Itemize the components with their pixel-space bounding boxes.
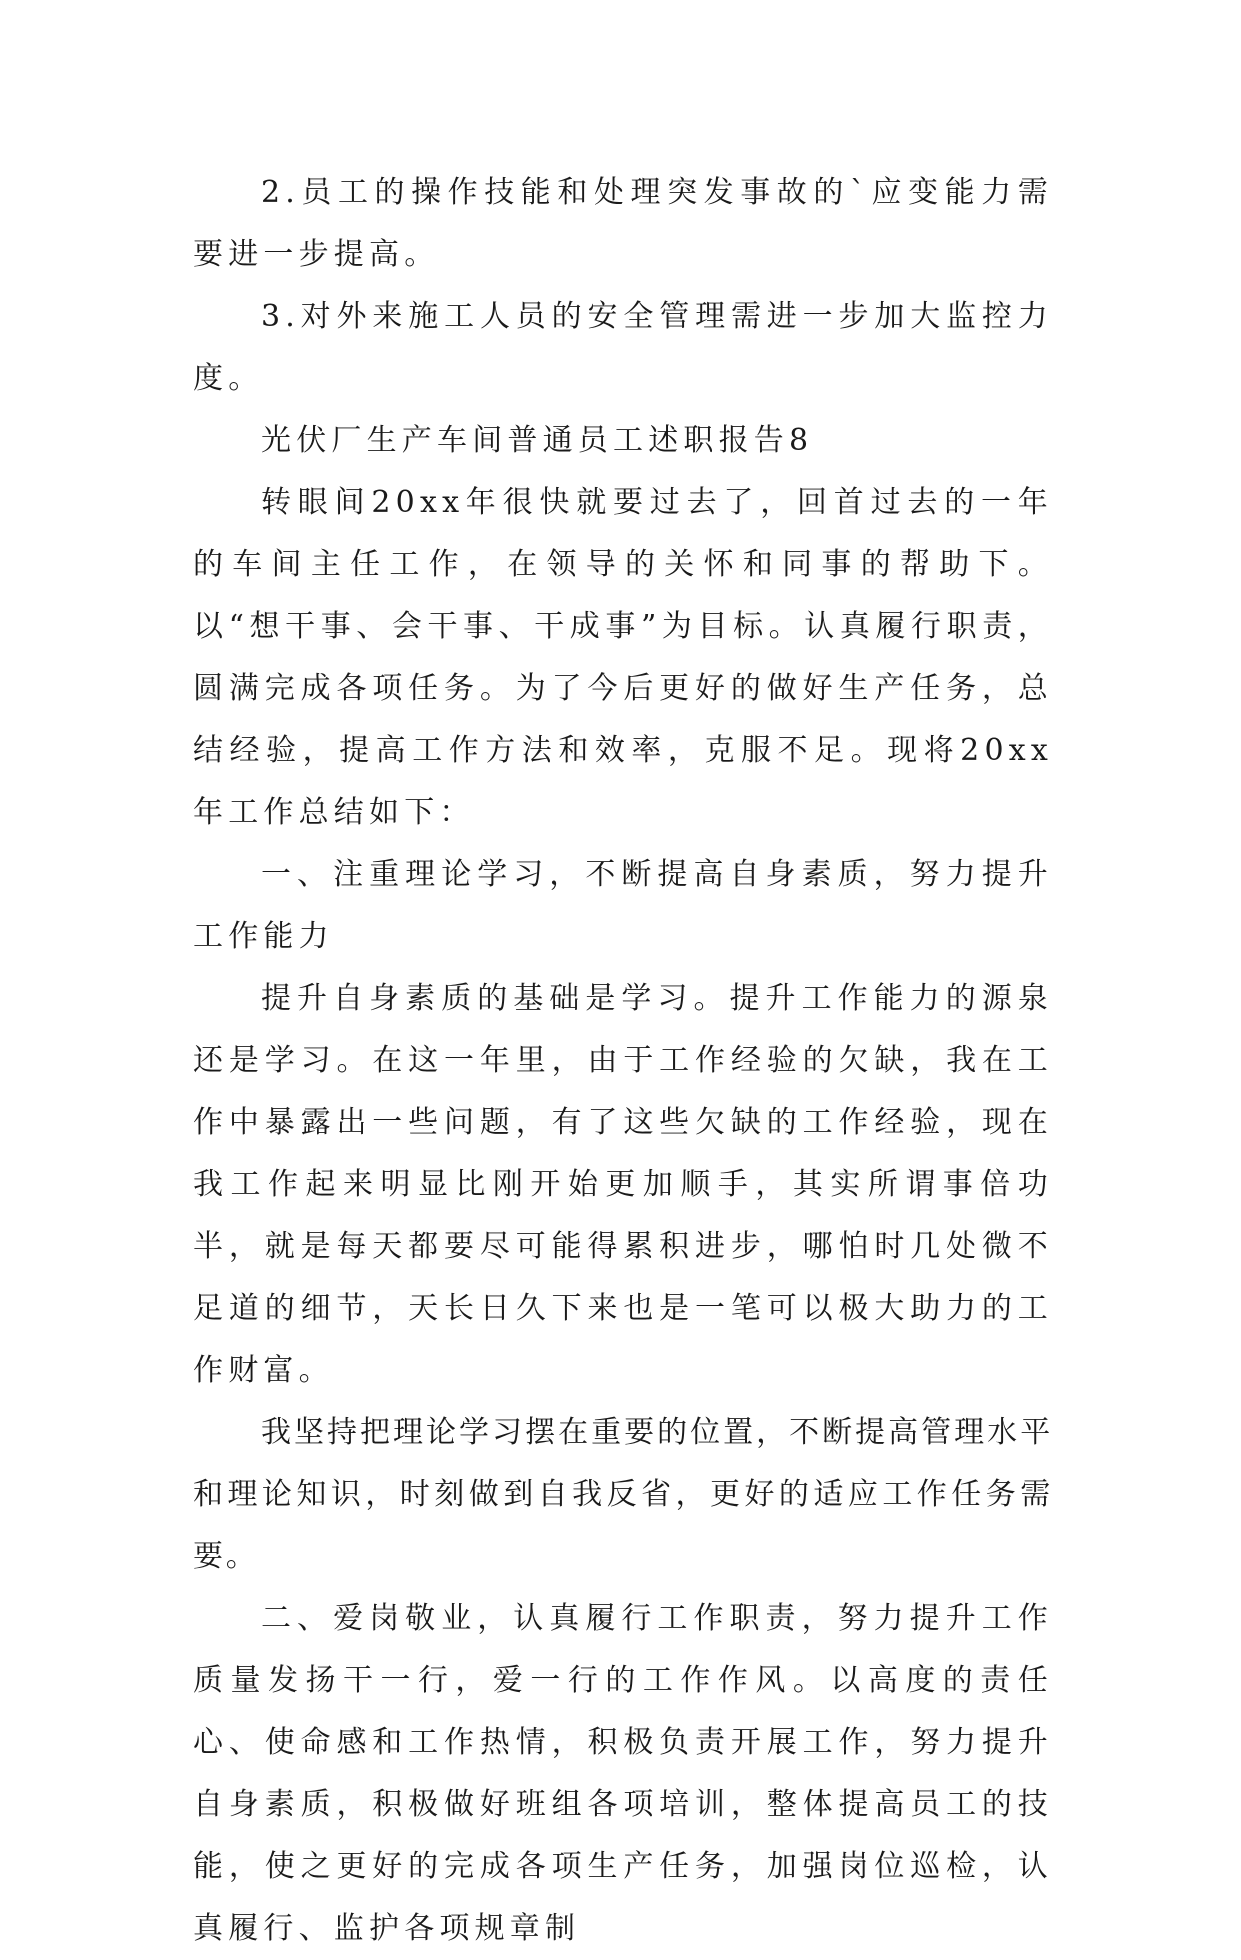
- paragraph-intro: 转眼间20xx年很快就要过去了，回首过去的一年的车间主任工作，在领导的关怀和同事的帮助下。以“想干事、会干事、干成事”为目标。认真履行职责，圆满完成各项任务。为了今后更好的做好生产任务，总结经验，提高工作方法和效率，克服不足。现将20xx年工作总结如下：: [193, 485, 1053, 830]
- section-heading: 光伏厂生产车间普通员工述职报告8: [261, 423, 814, 458]
- subheading-one: 一、注重理论学习，不断提高自身素质，努力提升工作能力: [193, 857, 1053, 954]
- paragraph-item-3: 3.对外来施工人员的安全管理需进一步加大监控力度。: [193, 299, 1053, 396]
- document-body: [193, 162, 1053, 1960]
- subheading-two-paragraph: 二、爱岗敬业，认真履行工作职责，努力提升工作质量发扬干一行，爱一行的工作作风。以高度的责任心、使命感和工作热情，积极负责开展工作，努力提升自身素质，积极做好班组各项培训，整体提高员工的技能，使之更好的完成各项生产任务，加强岗位巡检，认真履行、监护各项规章制: [193, 1601, 1053, 1946]
- paragraph-item-2: 2.员工的操作技能和处理突发事故的`应变能力需要进一步提高。: [193, 175, 1053, 272]
- paragraph-learning: 提升自身素质的基础是学习。提升工作能力的源泉还是学习。在这一年里，由于工作经验的欠缺，我在工作中暴露出一些问题，有了这些欠缺的工作经验，现在我工作起来明显比刚开始更加顺手，其实所谓事倍功半，就是每天都要尽可能得累积进步，哪怕时几处微不足道的细节，天长日久下来也是一笔可以极大助力的工作财富。: [193, 981, 1053, 1388]
- paragraph-theory: 我坚持把理论学习摆在重要的位置，不断提高管理水平和理论知识，时刻做到自我反省，更好的适应工作任务需要。: [193, 1415, 1053, 1574]
